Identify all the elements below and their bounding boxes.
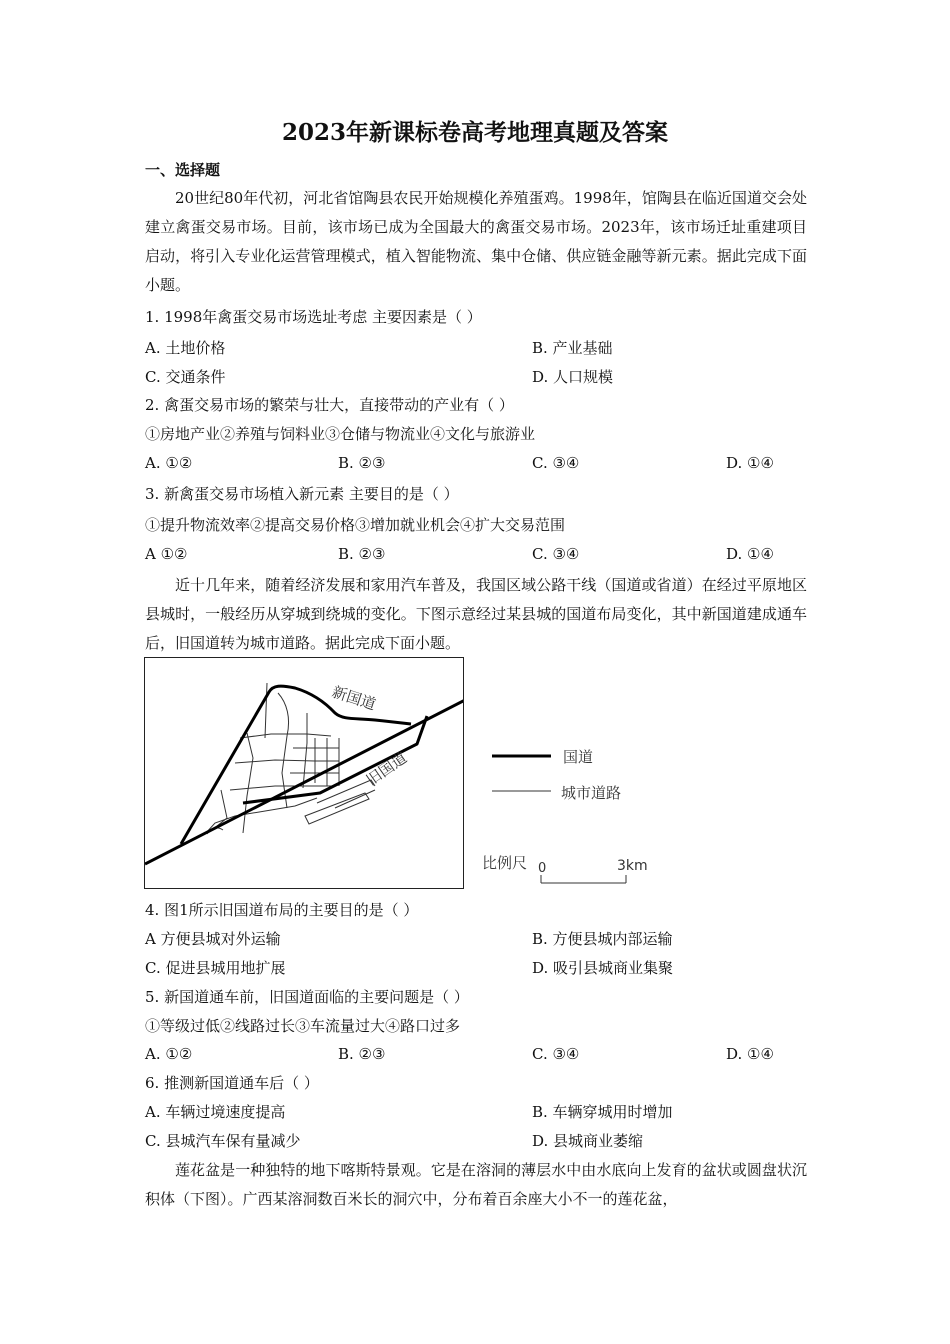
q3-option-c: C. ③④ [532, 545, 580, 563]
question-3-stem: 3. 新禽蛋交易市场植入新元素 主要目的是（ ） [145, 485, 459, 503]
q5-option-b: B. ②③ [338, 1045, 386, 1063]
question-1-stem: 1. 1998年禽蛋交易市场选址考虑 主要因素是（ ） [145, 308, 482, 326]
main-national-road [145, 700, 463, 864]
passage-2: 近十几年来，随着经济发展和家用汽车普及，我国区域公路干线（国道或省道）在经过平原地区县城时，一般经历从穿城到绕城的变化。下图示意经过某县城的国道布局变化，其中新国道建成通车后，旧国道转为城市道路。据此完成下面小题。 [145, 576, 807, 652]
q3-option-d: D. ①④ [726, 545, 774, 563]
city-road [230, 786, 335, 790]
legend-city-label: 城市道路 [561, 784, 622, 802]
question-5-stem: 5. 新国道通车前，旧国道面临的主要问题是（ ） [145, 988, 469, 1006]
passage-3: 莲花盆是一种独特的地下喀斯特景观。它是在溶洞的薄层水中由水底向上发育的盆状或圆盘状沉积体（下图）。广西某溶洞数百米长的洞穴中，分布着百余座大小不一的莲花盆， [145, 1161, 807, 1208]
q4-option-b: B. 方便县城内部运输 [532, 930, 673, 948]
scale-end: 3km [617, 858, 648, 874]
scale-zero: 0 [538, 861, 547, 876]
question-6-stem: 6. 推测新国道通车后（ ） [145, 1074, 319, 1092]
city-road [265, 683, 267, 738]
road-map-svg [145, 658, 463, 888]
scale-label: 比例尺 [482, 854, 528, 872]
q2-option-a: A. ①② [145, 454, 193, 472]
passage-1: 20世纪80年代初，河北省馆陶县农民开始规模化养殖蛋鸡。1998年，馆陶县在临近国道交会处建立禽蛋交易市场。目前，该市场已成为全国最大的禽蛋交易市场。2023年，该市场迁址重建项目启动，将引入专业化运营管理模式，植入智能物流、集中仓储、供应链金融等新元素。据此完成下面小题。 [145, 189, 807, 294]
q6-option-d: D. 县城商业萎缩 [532, 1132, 644, 1150]
q4-option-c: C. 促进县城用地扩展 [145, 959, 286, 977]
new-road-label: 新国道 [329, 682, 379, 714]
city-road [305, 793, 369, 824]
question-4-stem: 4. 图1所示旧国道布局的主要目的是（ ） [145, 901, 419, 919]
q3-option-b: B. ②③ [338, 545, 386, 563]
q2-option-b: B. ②③ [338, 454, 386, 472]
q4-option-d: D. 吸引县城商业集聚 [532, 959, 674, 977]
question-3-items: ①提升物流效率②提高交易价格③增加就业机会④扩大交易范围 [145, 516, 566, 534]
q5-option-a: A. ①② [145, 1045, 193, 1063]
q2-option-c: C. ③④ [532, 454, 580, 472]
city-road [235, 760, 339, 763]
q4-option-a: A 方便县城对外运输 [145, 930, 281, 948]
legend-national-label: 国道 [563, 748, 594, 766]
q3-option-a: A ①② [145, 545, 188, 563]
q2-option-d: D. ①④ [726, 454, 774, 472]
q5-option-d: D. ①④ [726, 1045, 774, 1063]
q1-option-d: D. 人口规模 [532, 368, 614, 386]
q1-option-b: B. 产业基础 [532, 339, 613, 357]
city-road [243, 733, 253, 833]
city-road [240, 734, 331, 738]
old-road-label: 旧国道 [362, 748, 411, 790]
city-road [303, 713, 307, 788]
q5-option-c: C. ③④ [532, 1045, 580, 1063]
question-2-stem: 2. 禽蛋交易市场的繁荣与壮大，直接带动的产业有（ ） [145, 396, 514, 414]
q1-option-c: C. 交通条件 [145, 368, 226, 386]
q6-option-a: A. 车辆过境速度提高 [145, 1103, 286, 1121]
question-2-items: ①房地产业②养殖与饲料业③仓储与物流业④文化与旅游业 [145, 425, 536, 443]
road-map-figure [144, 657, 464, 889]
q1-option-a: A. 土地价格 [145, 339, 226, 357]
page-title: 2023年新课标卷高考地理真题及答案 [281, 119, 668, 146]
question-5-items: ①等级过低②线路过长③车流量过大④路口过多 [145, 1017, 461, 1035]
q6-option-c: C. 县城汽车保有量减少 [145, 1132, 301, 1150]
q6-option-b: B. 车辆穿城用时增加 [532, 1103, 673, 1121]
section-heading: 一、选择题 [145, 161, 221, 179]
